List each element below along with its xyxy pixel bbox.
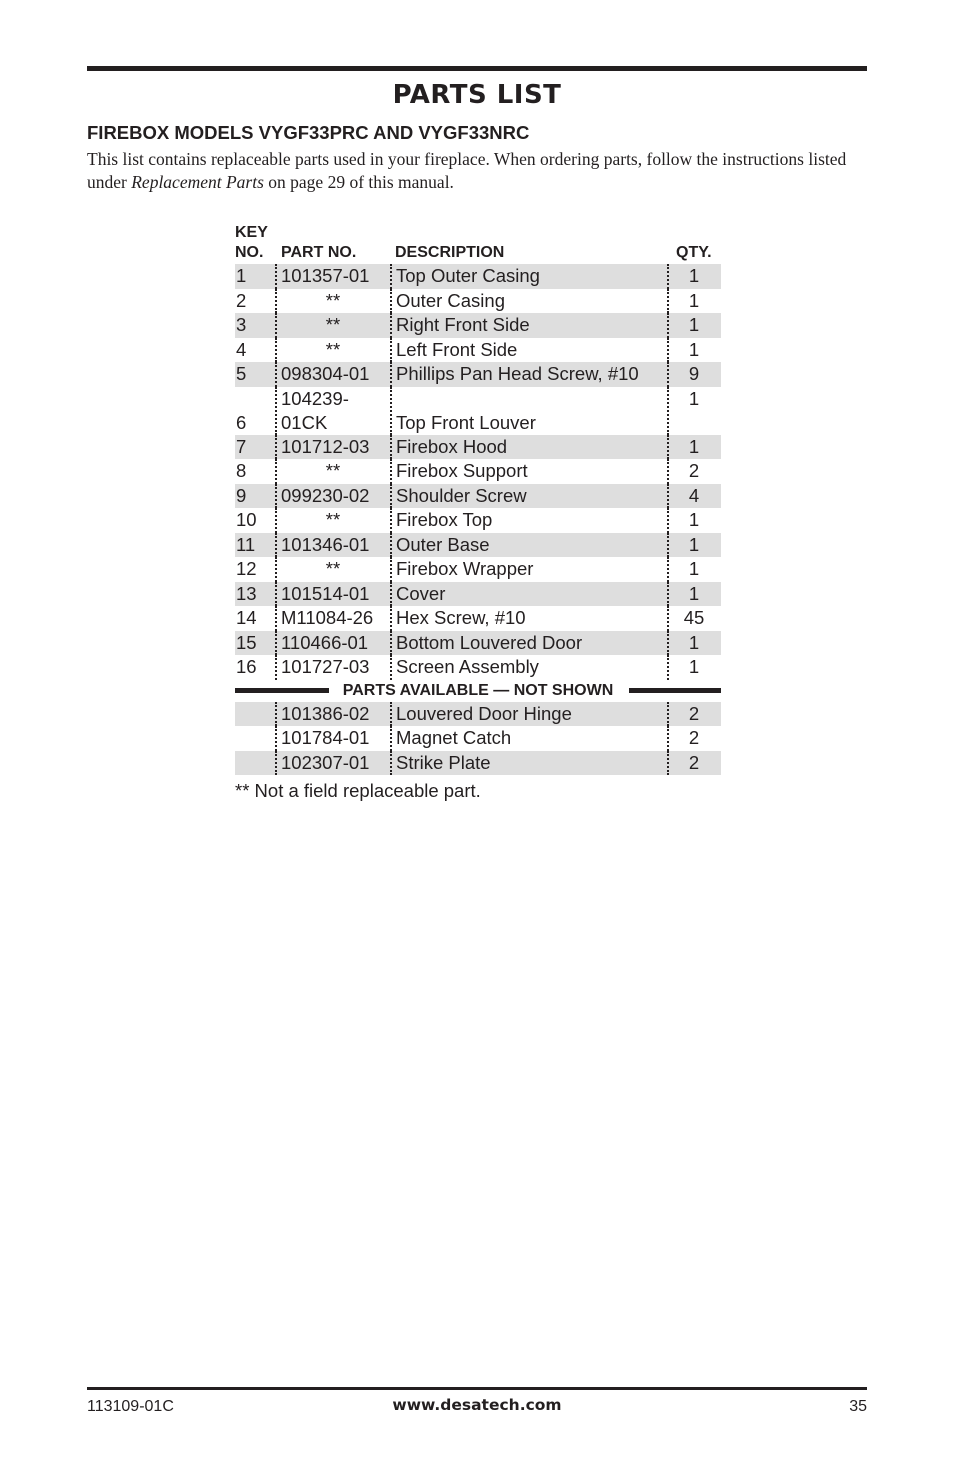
key-cell: 11 xyxy=(236,533,256,555)
qty-cell: 1 xyxy=(688,265,700,286)
qty-cell: 1 xyxy=(688,656,700,677)
qty-cell: 1 xyxy=(688,435,700,457)
column-separator xyxy=(667,726,669,751)
description-cell: Firebox Top xyxy=(396,509,493,530)
qty-cell: 45 xyxy=(683,607,705,628)
table-row xyxy=(235,338,721,363)
qty-cell: 1 xyxy=(688,558,700,579)
key-cell: 9 xyxy=(236,484,247,506)
footnote: ** Not a field replaceable part. xyxy=(235,780,481,801)
column-separator xyxy=(275,533,277,558)
qty-cell: 1 xyxy=(688,338,700,360)
key-cell: 6 xyxy=(236,411,247,433)
qty-cell: 2 xyxy=(688,460,700,481)
intro-italic-reference: Replacement Parts xyxy=(131,172,264,192)
column-separator xyxy=(667,459,669,484)
table-row xyxy=(235,362,721,387)
description-cell: Firebox Hood xyxy=(396,435,508,457)
header-key-line1: KEY xyxy=(235,224,268,241)
column-separator xyxy=(275,289,277,314)
top-rule xyxy=(87,66,867,71)
column-separator xyxy=(275,362,277,387)
column-separator xyxy=(390,313,392,338)
column-separator xyxy=(667,702,669,727)
intro-paragraph xyxy=(87,148,877,194)
key-cell: 5 xyxy=(236,363,247,384)
table-row xyxy=(235,264,721,289)
table-row xyxy=(235,459,721,484)
table-row xyxy=(235,726,721,751)
key-cell: 15 xyxy=(236,631,257,653)
divider-label: PARTS AVAILABLE — NOT SHOWN xyxy=(342,681,614,699)
column-separator xyxy=(275,751,277,776)
column-separator xyxy=(390,533,392,558)
table-row xyxy=(235,582,721,607)
part-number-cell: 101727-03 xyxy=(281,656,370,677)
part-number-cell: M11084-26 xyxy=(281,607,374,628)
description-cell: Cover xyxy=(396,582,446,604)
header-qty: QTY. xyxy=(676,244,712,261)
description-cell: Magnet Catch xyxy=(396,727,512,748)
column-separator xyxy=(275,484,277,509)
description-cell: Top Outer Casing xyxy=(396,265,540,286)
part-number-cell: 110466-01 xyxy=(281,631,369,653)
qty-cell: 1 xyxy=(688,314,700,335)
column-separator xyxy=(667,484,669,509)
part-number-cell: ** xyxy=(325,509,341,530)
column-separator xyxy=(275,264,277,289)
description-cell: Outer Casing xyxy=(396,289,505,311)
not-shown-divider xyxy=(235,680,721,702)
column-separator xyxy=(390,484,392,509)
column-separator xyxy=(390,655,392,680)
qty-cell: 1 xyxy=(688,631,700,653)
table-header xyxy=(235,224,721,264)
key-cell: 10 xyxy=(236,509,257,530)
bottom-rule xyxy=(87,1387,867,1390)
table-row xyxy=(235,533,721,558)
column-separator xyxy=(275,557,277,582)
column-separator xyxy=(275,508,277,533)
column-separator xyxy=(667,751,669,776)
part-number-cell: 104239- 01CK xyxy=(281,387,349,433)
part-number-cell: ** xyxy=(325,338,341,360)
column-separator xyxy=(390,459,392,484)
description-cell: Right Front Side xyxy=(396,314,530,335)
column-separator xyxy=(390,387,392,435)
column-separator xyxy=(390,508,392,533)
column-separator xyxy=(667,606,669,631)
table-row xyxy=(235,508,721,533)
qty-cell: 9 xyxy=(688,363,700,384)
page-number: 35 xyxy=(849,1398,867,1415)
description-cell: Left Front Side xyxy=(396,338,518,360)
qty-cell: 1 xyxy=(688,387,700,409)
part-number-cell: 101346-01 xyxy=(281,533,370,555)
key-cell: 1 xyxy=(236,265,247,286)
part-number-cell: 102307-01 xyxy=(281,751,370,773)
header-description: DESCRIPTION xyxy=(395,244,505,261)
column-separator xyxy=(275,387,277,435)
key-cell: 14 xyxy=(236,607,257,628)
intro-text-before: This list contains replaceable parts used in your fireplace. When ordering parts, follow the instructions listed under xyxy=(87,149,847,192)
column-separator xyxy=(275,655,277,680)
column-separator xyxy=(390,702,392,727)
column-separator xyxy=(667,557,669,582)
header-part-no: PART NO. xyxy=(281,244,357,261)
column-separator xyxy=(390,362,392,387)
column-separator xyxy=(667,533,669,558)
qty-cell: 2 xyxy=(688,727,700,748)
description-cell: Top Front Louver xyxy=(396,411,536,433)
part-number-cell: ** xyxy=(325,460,341,481)
part-number-cell: 101712-03 xyxy=(281,435,370,457)
part-number-cell: ** xyxy=(325,558,341,579)
part-number-cell: 099230-02 xyxy=(281,484,370,506)
table-row xyxy=(235,557,721,582)
column-separator xyxy=(667,631,669,656)
column-separator xyxy=(275,338,277,363)
section-title: FIREBOX MODELS VYGF33PRC AND VYGF33NRC xyxy=(87,122,530,143)
key-cell: 2 xyxy=(236,289,247,311)
column-separator xyxy=(390,338,392,363)
column-separator xyxy=(667,582,669,607)
table-row xyxy=(235,631,721,656)
key-cell: 4 xyxy=(236,338,247,360)
column-separator xyxy=(390,726,392,751)
page-title: PARTS LIST xyxy=(392,80,562,110)
table-row xyxy=(235,289,721,314)
qty-cell: 1 xyxy=(688,509,700,530)
table-body xyxy=(235,264,721,680)
column-separator xyxy=(390,751,392,776)
intro-text-after: on page 29 of this manual. xyxy=(263,172,454,192)
table-row xyxy=(235,606,721,631)
column-separator xyxy=(667,264,669,289)
description-cell: Screen Assembly xyxy=(396,656,539,677)
column-separator xyxy=(275,313,277,338)
qty-cell: 4 xyxy=(688,484,700,506)
column-separator xyxy=(275,631,277,656)
column-separator xyxy=(667,508,669,533)
doc-number: 113109-01C xyxy=(87,1398,174,1415)
column-separator xyxy=(275,582,277,607)
column-separator xyxy=(275,606,277,631)
qty-cell: 1 xyxy=(688,289,700,311)
qty-cell: 1 xyxy=(688,533,700,555)
column-separator xyxy=(667,387,669,435)
column-separator xyxy=(275,702,277,727)
qty-cell: 2 xyxy=(688,751,700,773)
column-separator xyxy=(275,435,277,460)
qty-cell: 2 xyxy=(688,702,700,724)
part-number-cell: 101357-01 xyxy=(281,265,370,286)
description-cell: Firebox Wrapper xyxy=(396,558,534,579)
key-cell: 13 xyxy=(236,582,257,604)
column-separator xyxy=(390,289,392,314)
part-number-cell: 098304-01 xyxy=(281,363,370,384)
description-cell: Hex Screw, #10 xyxy=(396,607,526,628)
table-row xyxy=(235,655,721,680)
table-row xyxy=(235,435,721,460)
key-cell: 12 xyxy=(236,558,257,579)
website: www.desatech.com xyxy=(392,1396,562,1414)
column-separator xyxy=(390,264,392,289)
description-cell: Shoulder Screw xyxy=(396,484,527,506)
part-number-cell: ** xyxy=(325,289,341,311)
column-separator xyxy=(667,289,669,314)
column-separator xyxy=(275,459,277,484)
column-separator xyxy=(390,606,392,631)
part-number-cell: ** xyxy=(325,314,341,335)
table-row xyxy=(235,751,721,776)
column-separator xyxy=(667,655,669,680)
column-separator xyxy=(667,362,669,387)
description-cell: Firebox Support xyxy=(396,460,528,481)
column-separator xyxy=(275,726,277,751)
header-key-line2: NO. xyxy=(235,244,264,261)
key-cell: 7 xyxy=(236,435,247,457)
table-row xyxy=(235,484,721,509)
description-cell: Phillips Pan Head Screw, #10 xyxy=(396,363,639,384)
qty-cell: 1 xyxy=(688,582,700,604)
column-separator xyxy=(390,435,392,460)
description-cell: Bottom Louvered Door xyxy=(396,631,583,653)
key-cell: 8 xyxy=(236,460,247,481)
description-cell: Strike Plate xyxy=(396,751,491,773)
table-row xyxy=(235,313,721,338)
column-separator xyxy=(390,631,392,656)
part-number-cell: 101514-01 xyxy=(281,582,370,604)
table-row xyxy=(235,387,721,435)
column-separator xyxy=(667,313,669,338)
part-number-cell: 101386-02 xyxy=(281,702,370,724)
table-row xyxy=(235,702,721,727)
key-cell: 3 xyxy=(236,314,247,335)
column-separator xyxy=(667,338,669,363)
column-separator xyxy=(390,557,392,582)
column-separator xyxy=(390,582,392,607)
parts-table xyxy=(235,224,721,803)
part-number-cell: 101784-01 xyxy=(281,727,370,748)
not-shown-body xyxy=(235,702,721,776)
column-separator xyxy=(667,435,669,460)
description-cell: Louvered Door Hinge xyxy=(396,702,572,724)
description-cell: Outer Base xyxy=(396,533,490,555)
key-cell: 16 xyxy=(236,656,257,677)
